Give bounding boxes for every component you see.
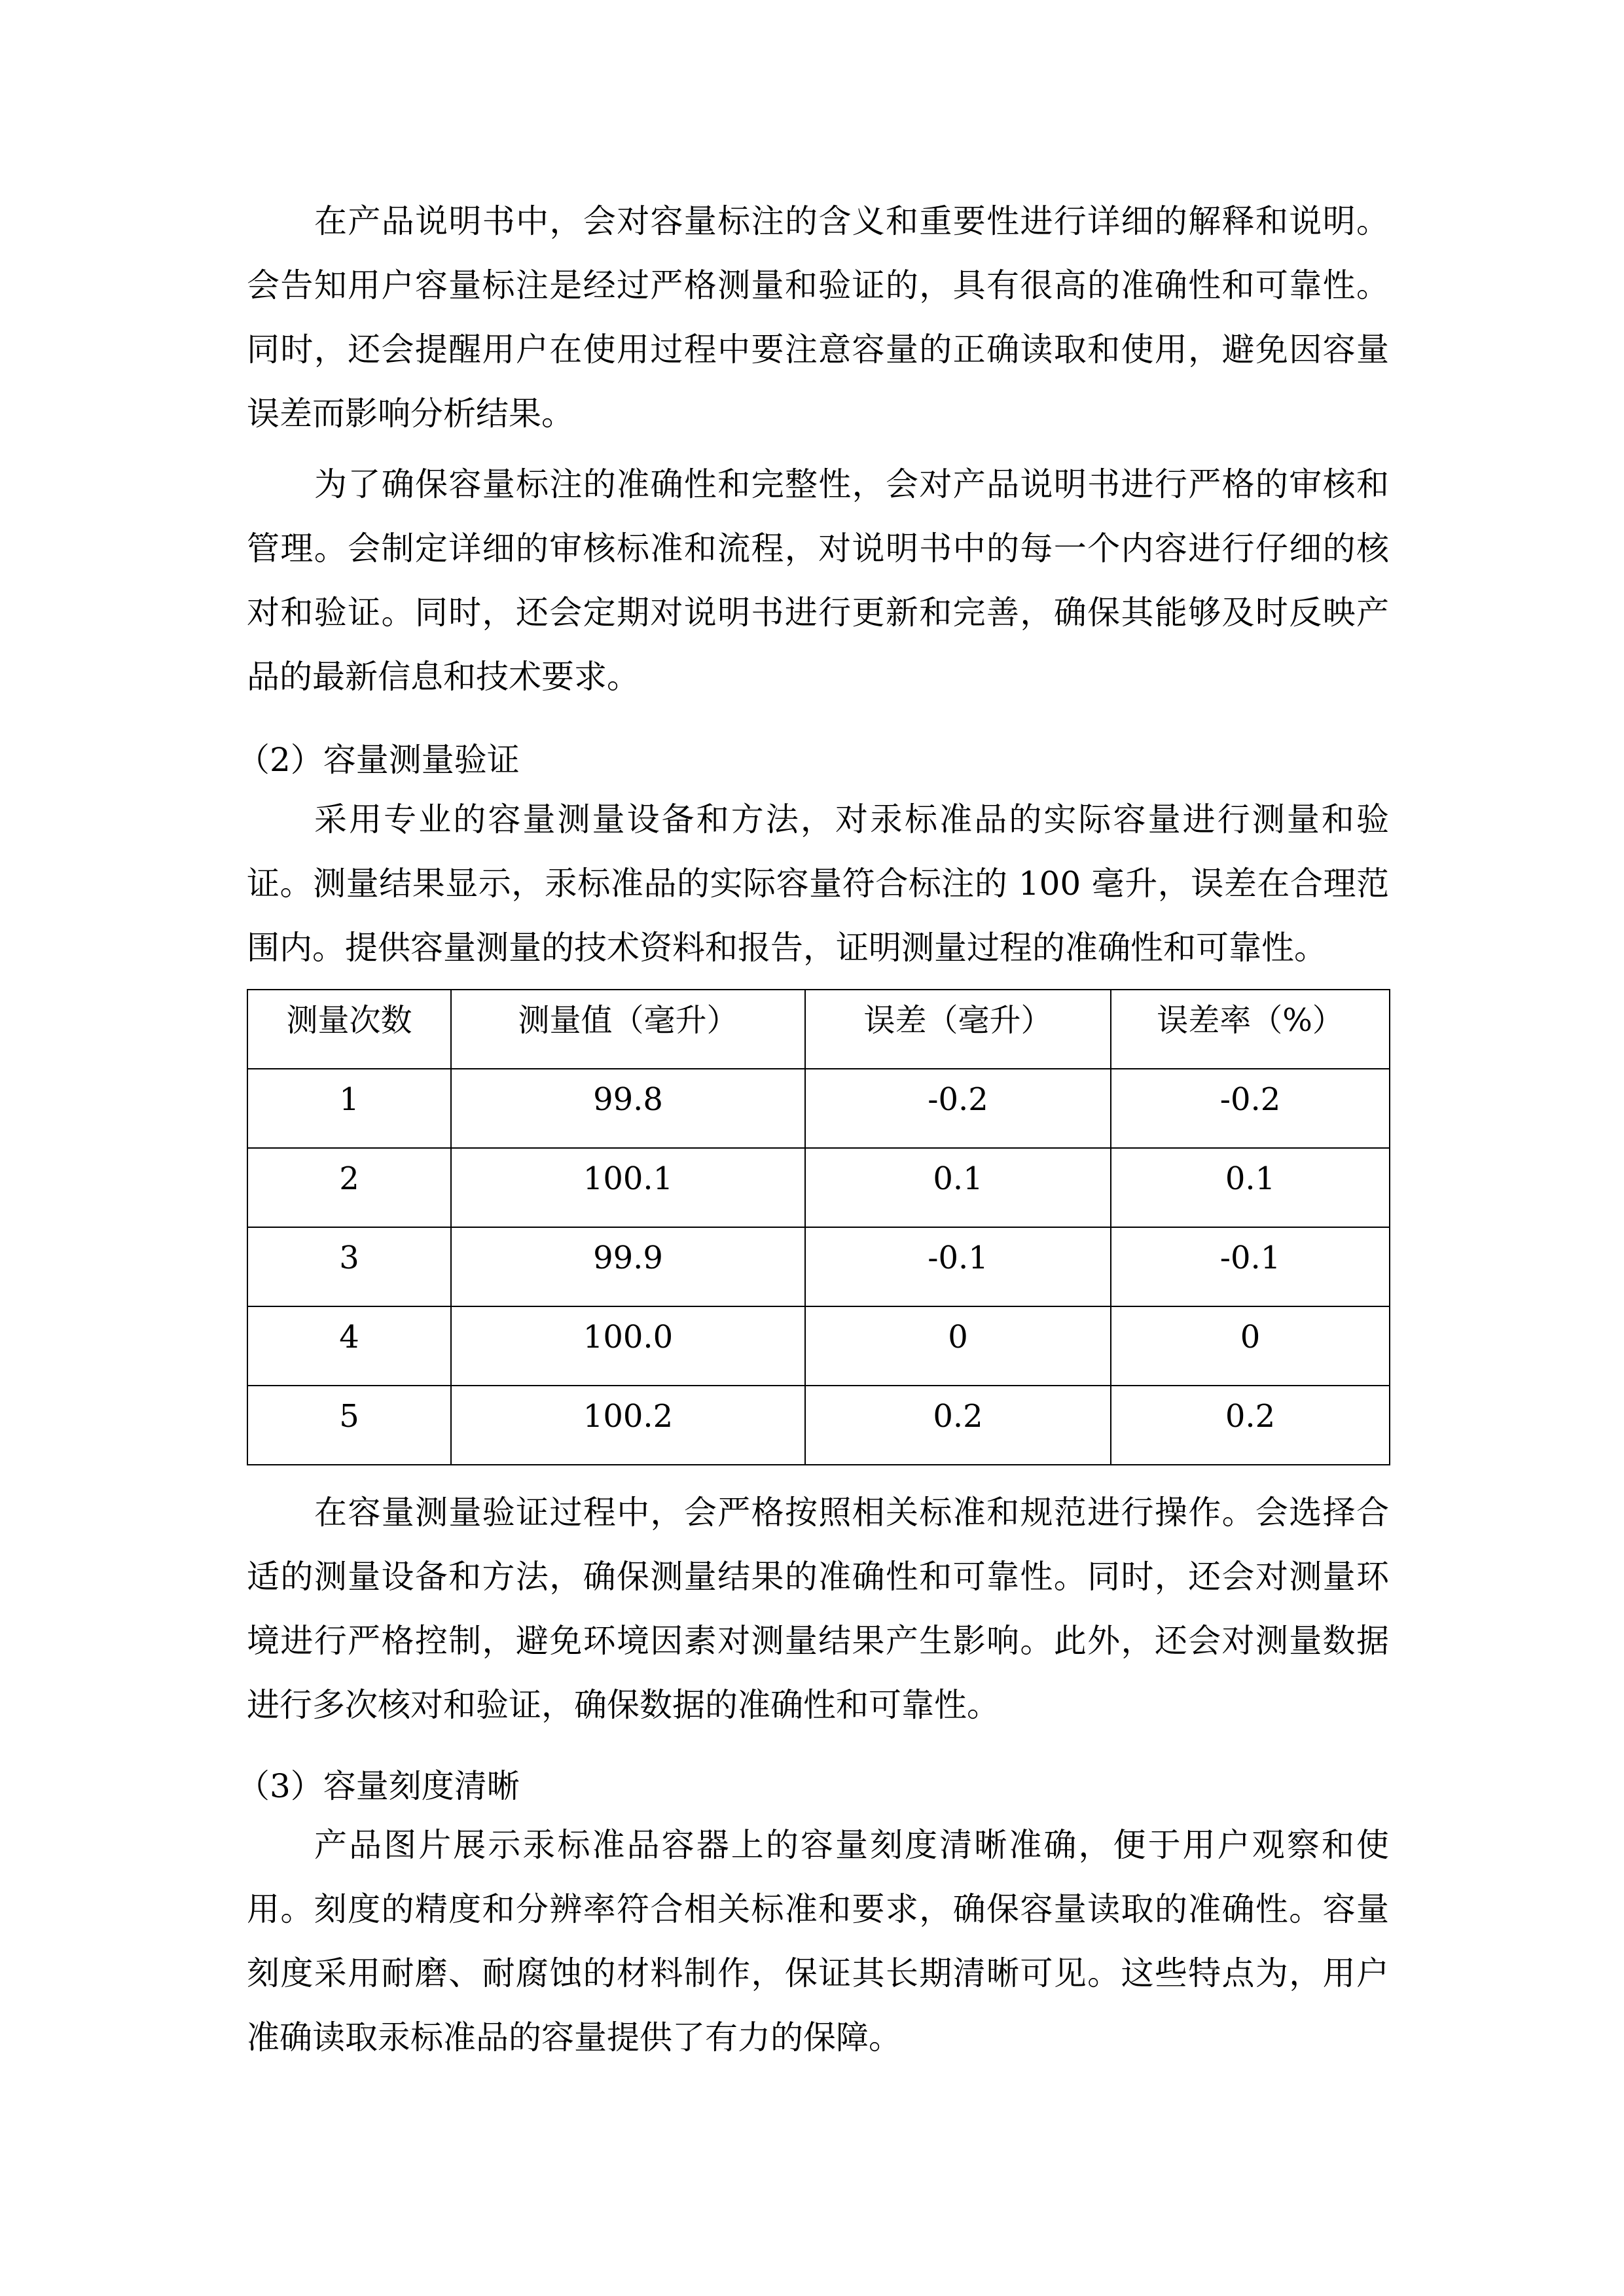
table-cell: 99.9 (451, 1227, 805, 1306)
table-cell: -0.2 (805, 1069, 1111, 1148)
table-cell: 0.1 (1111, 1148, 1390, 1227)
table-row (247, 1227, 1390, 1306)
table-cell: -0.1 (805, 1227, 1111, 1306)
text-line: 同时，还会提醒用户在使用过程中要注意容量的正确读取和使用，避免因容量 (247, 331, 1389, 368)
table-row (247, 1069, 1390, 1148)
table-cell: 5 (247, 1386, 451, 1465)
text-line: 用。刻度的精度和分辨率符合相关标准和要求，确保容量读取的准确性。容量 (247, 1890, 1389, 1928)
table-cell: 0 (1111, 1306, 1390, 1386)
section-heading-3: （3）容量刻度清晰 (237, 1767, 520, 1805)
text-line: 适的测量设备和方法，确保测量结果的准确性和可靠性。同时，还会对测量环 (247, 1558, 1389, 1596)
text-line: 采用专业的容量测量设备和方法，对汞标准品的实际容量进行测量和验 (314, 800, 1389, 838)
header-cell: 误差（毫升） (805, 990, 1111, 1069)
table-cell: 99.8 (451, 1069, 805, 1148)
text-line: 证。测量结果显示，汞标准品的实际容量符合标注的 100 毫升，误差在合理范 (247, 865, 1389, 903)
paragraph-5 (247, 1813, 1389, 2070)
text-line: 品的最新信息和技术要求。 (247, 658, 640, 696)
table-cell: 2 (247, 1148, 451, 1227)
text-line: 为了确保容量标注的准确性和完整性，会对产品说明书进行严格的审核和 (314, 465, 1389, 503)
text-line: 准确读取汞标准品的容量提供了有力的保障。 (247, 2018, 901, 2056)
text-line: 境进行严格控制，避免环境因素对测量结果产生影响。此外，还会对测量数据 (247, 1622, 1389, 1660)
text-line: 在产品说明书中，会对容量标注的含义和重要性进行详细的解释和说明。 (314, 202, 1389, 240)
paragraph-1 (247, 189, 1389, 446)
table-cell: 100.0 (451, 1306, 805, 1386)
text-line: 围内。提供容量测量的技术资料和报告，证明测量过程的准确性和可靠性。 (247, 929, 1327, 967)
table-row (247, 1148, 1390, 1227)
header-cell: 测量值（毫升） (451, 990, 805, 1069)
paragraph-3 (247, 787, 1389, 980)
table-cell: 0.2 (1111, 1386, 1390, 1465)
text-line: 会告知用户容量标注是经过严格测量和验证的，具有很高的准确性和可靠性。 (247, 266, 1389, 304)
text-line: 刻度采用耐磨、耐腐蚀的材料制作，保证其长期清晰可见。这些特点为，用户 (247, 1954, 1389, 1992)
text-line: 误差而影响分析结果。 (247, 395, 574, 433)
table-cell: 0.2 (805, 1386, 1111, 1465)
table-cell: 0 (805, 1306, 1111, 1386)
paragraph-2 (247, 452, 1389, 709)
paragraph-4 (247, 1480, 1389, 1737)
table-cell: 100.2 (451, 1386, 805, 1465)
header-cell: 测量次数 (247, 990, 451, 1069)
table-cell: 3 (247, 1227, 451, 1306)
text-line: 进行多次核对和验证，确保数据的准确性和可靠性。 (247, 1686, 1000, 1724)
header-cell: 误差率（%） (1111, 990, 1390, 1069)
table-cell: 100.1 (451, 1148, 805, 1227)
measurement-table (247, 989, 1390, 1465)
section-heading-2: （2）容量测量验证 (237, 741, 520, 779)
table-cell: -0.1 (1111, 1227, 1390, 1306)
text-line: 在容量测量验证过程中，会严格按照相关标准和规范进行操作。会选择合 (314, 1494, 1389, 1532)
text-line: 产品图片展示汞标准品容器上的容量刻度清晰准确，便于用户观察和使 (314, 1826, 1389, 1864)
table-cell: 0.1 (805, 1148, 1111, 1227)
table-row (247, 1306, 1390, 1386)
table-cell: 1 (247, 1069, 451, 1148)
table-cell: -0.2 (1111, 1069, 1390, 1148)
table-row (247, 1386, 1390, 1465)
text-line: 管理。会制定详细的审核标准和流程，对说明书中的每一个内容进行仔细的核 (247, 529, 1389, 567)
table-header-row (247, 990, 1390, 1069)
table-cell: 4 (247, 1306, 451, 1386)
text-line: 对和验证。同时，还会定期对说明书进行更新和完善，确保其能够及时反映产 (247, 594, 1389, 632)
